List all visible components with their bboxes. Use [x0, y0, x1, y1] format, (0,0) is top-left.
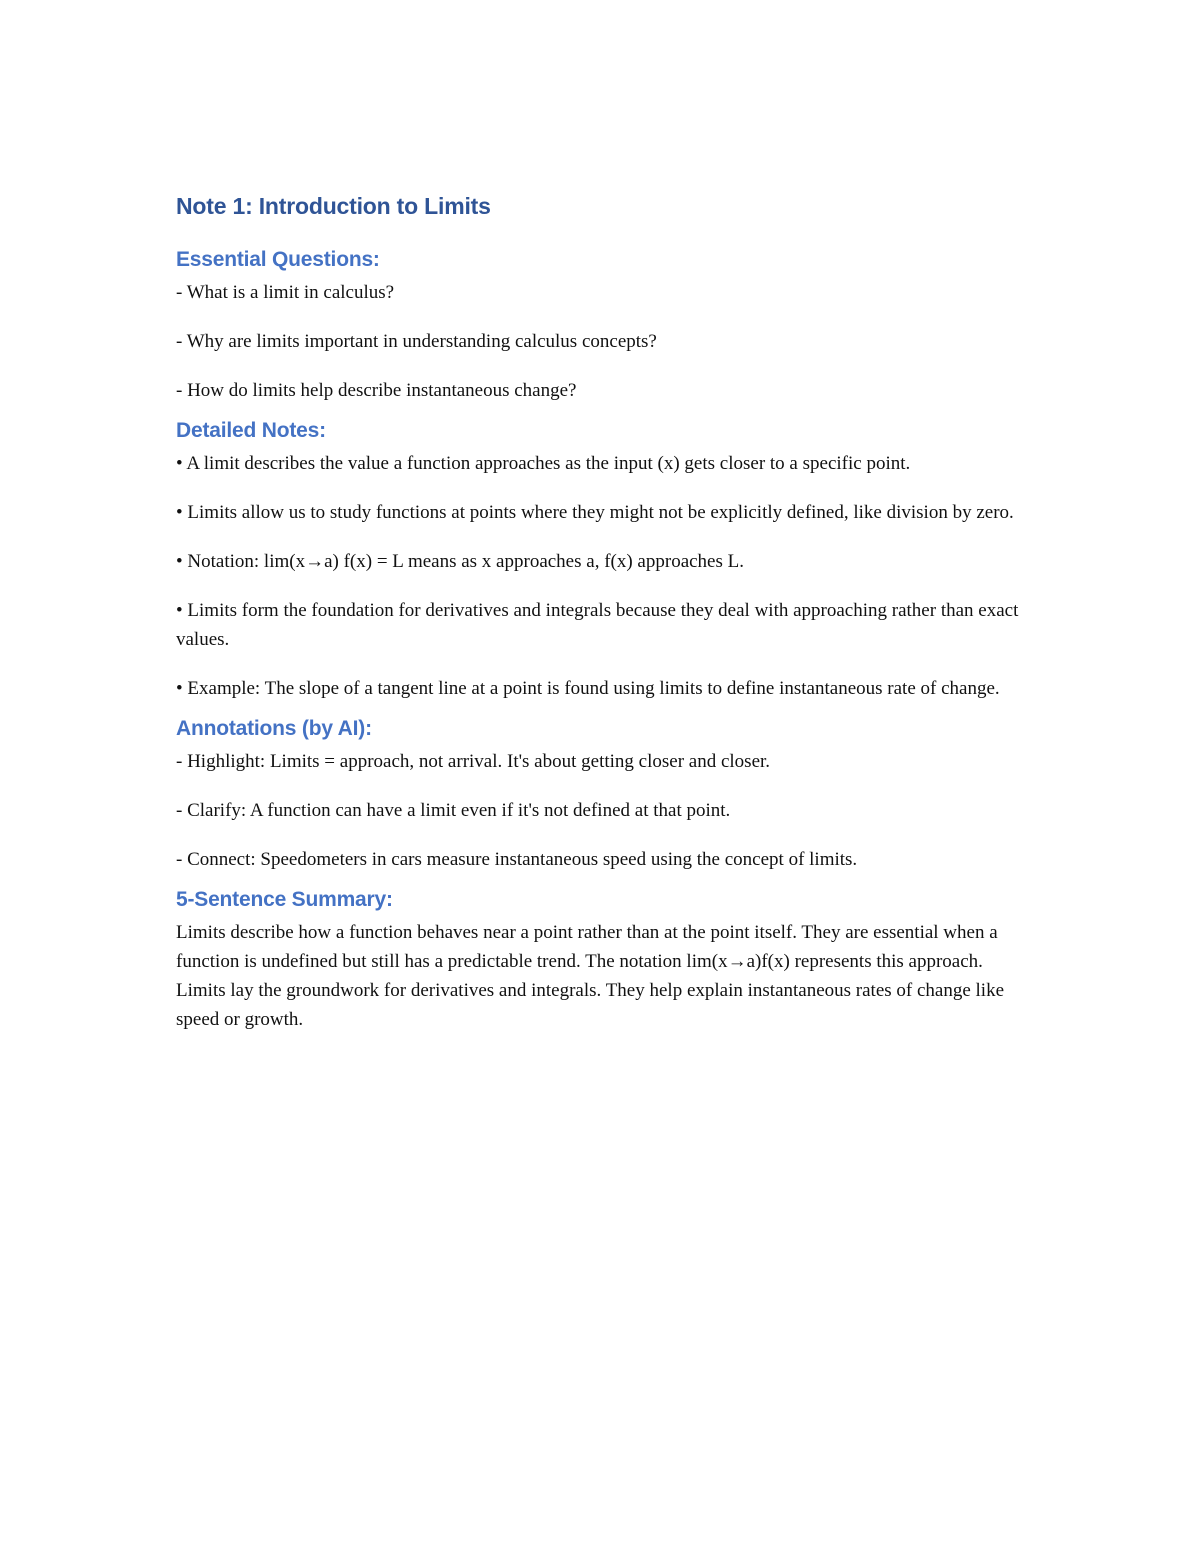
page-title: Note 1: Introduction to Limits — [176, 193, 491, 219]
essential-question-item: - What is a limit in calculus? — [176, 282, 395, 303]
annotation-item: - Clarify: A function can have a limit even if it's not defined at that point. — [176, 800, 731, 821]
essential-question-item: - How do limits help describe instantaneous change? — [176, 380, 577, 401]
detailed-note-item: • Example: The slope of a tangent line at a point is found using limits to define instantaneous rate of change. — [176, 678, 1000, 699]
summary-text: Limits describe how a function behaves near a point rather than at the point itself. They are essential when a function is undefined but still has a predictable trend. The notation lim(x→a)f(x) represents this approach. Limits lay the groundwork for derivatives and integrals. They help explain instantaneous rates of change like speed or growth. — [176, 922, 1005, 1030]
detailed-note-item: • Notation: lim(x→a) f(x) = L means as x approaches a, f(x) approaches L. — [176, 551, 744, 572]
detailed-note-item: • Limits form the foundation for derivatives and integrals because they deal with approaching rather than exact values. — [176, 600, 1019, 650]
document-content — [176, 188, 1036, 1034]
detailed-note-item: • A limit describes the value a function approaches as the input (x) gets closer to a specific point. — [176, 453, 911, 474]
essential-questions-heading: Essential Questions: — [176, 248, 380, 271]
essential-question-item: - Why are limits important in understanding calculus concepts? — [176, 331, 657, 352]
annotations-heading: Annotations (by AI): — [176, 717, 372, 740]
annotation-item: - Connect: Speedometers in cars measure instantaneous speed using the concept of limits. — [176, 849, 858, 870]
annotation-item: - Highlight: Limits = approach, not arrival. It's about getting closer and closer. — [176, 751, 771, 772]
summary-heading: 5-Sentence Summary: — [176, 888, 393, 911]
detailed-note-item: • Limits allow us to study functions at points where they might not be explicitly defined, like division by zero. — [176, 502, 1014, 523]
detailed-notes-heading: Detailed Notes: — [176, 419, 326, 442]
